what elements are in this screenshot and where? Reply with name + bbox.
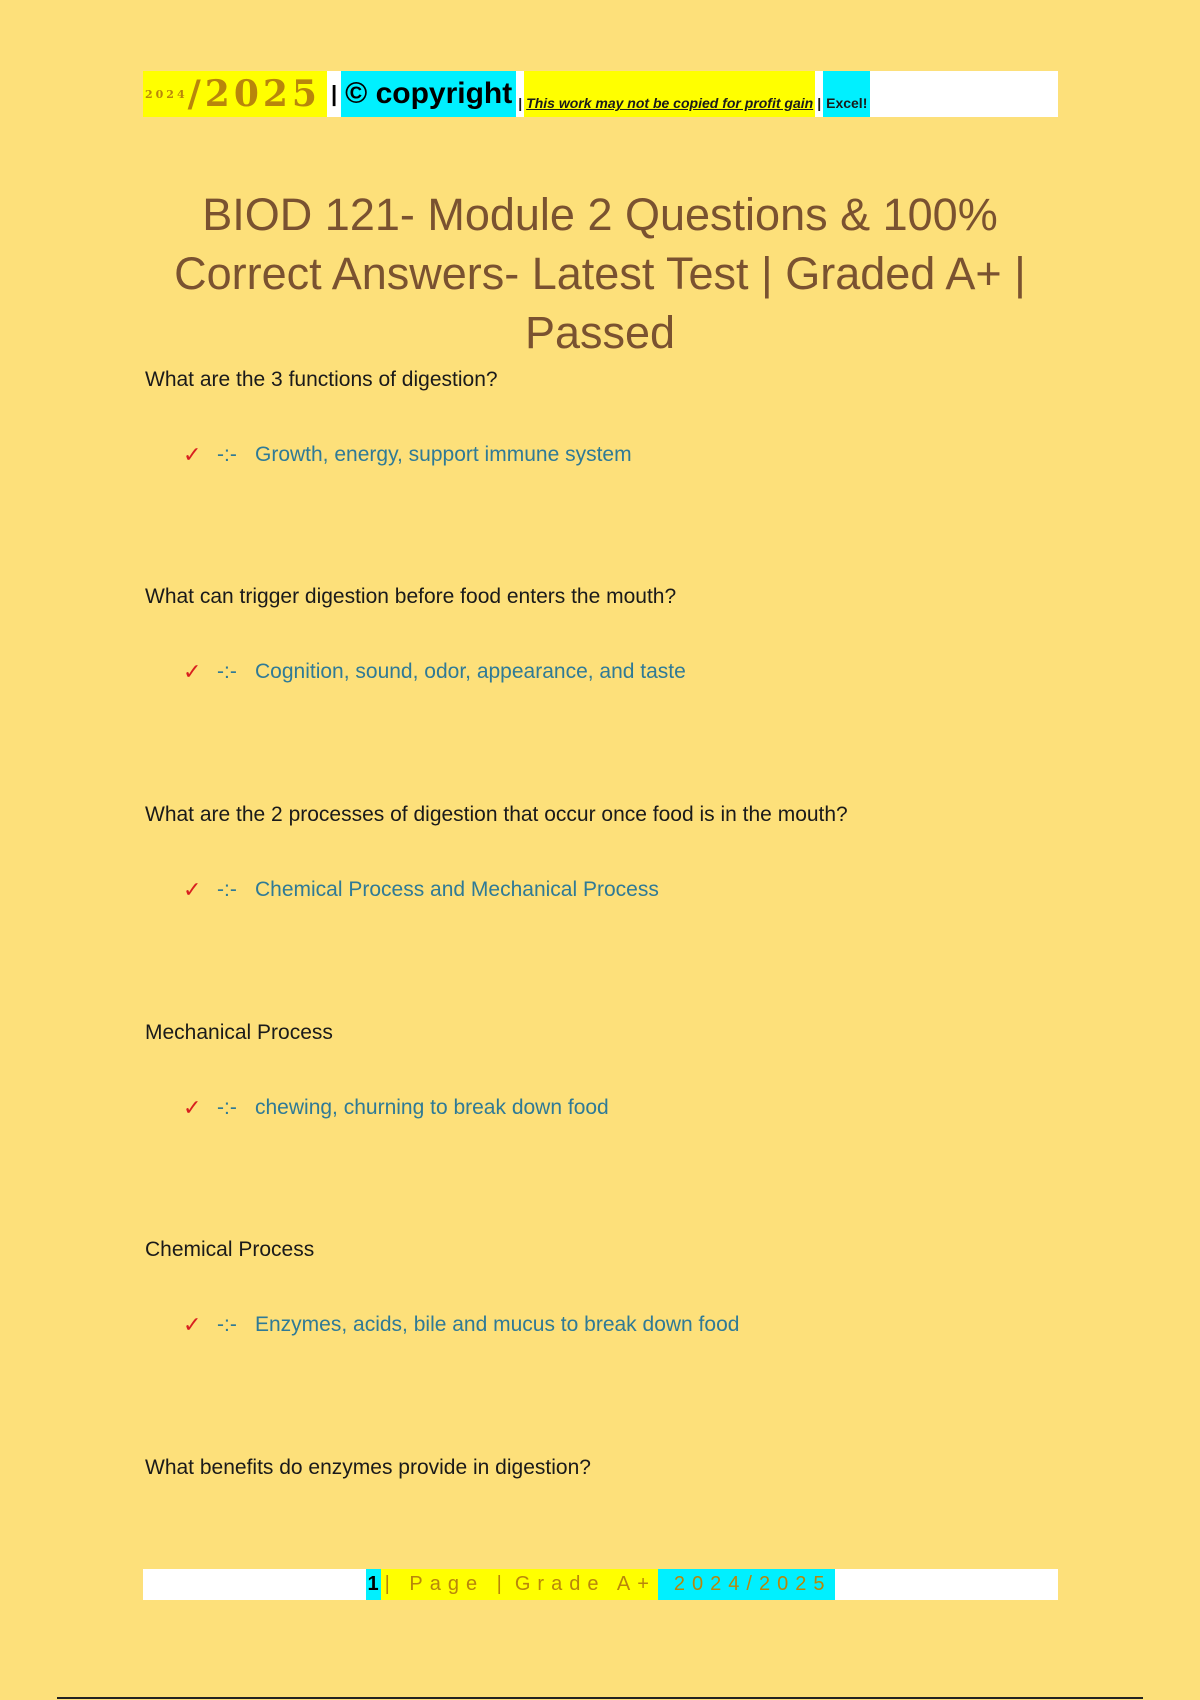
qa-item — [145, 1021, 1045, 1121]
qa-item — [145, 1238, 1045, 1338]
question: What can trigger digestion before food enters the mouth? — [145, 585, 677, 608]
header-excel: Excel! — [823, 71, 870, 117]
checkmark-icon: ✓ — [183, 659, 202, 684]
answer — [183, 877, 1045, 903]
answer-text: Enzymes, acids, bile and mucus to break down food — [255, 1313, 740, 1336]
answer-prefix: -:- — [217, 878, 237, 901]
qa-item — [145, 803, 1045, 903]
checkmark-icon: ✓ — [183, 442, 202, 467]
question: Chemical Process — [145, 1238, 315, 1261]
header-notice: This work may not be copied for profit gain — [524, 71, 815, 117]
header-separator: | — [330, 81, 338, 106]
header-year-big: /2025 — [187, 73, 321, 115]
answer-text: Chemical Process and Mechanical Process — [255, 878, 659, 901]
checkmark-icon: ✓ — [183, 877, 202, 902]
document-title: BIOD 121- Module 2 Questions & 100% Correct Answers- Latest Test | Graded A+ | Passed — [174, 189, 1026, 358]
header-year-small: 2024 — [145, 87, 188, 101]
header-copyright: © copyright — [341, 71, 516, 117]
question: Mechanical Process — [145, 1021, 333, 1044]
answer — [183, 442, 1045, 468]
answer-prefix: -:- — [217, 660, 237, 683]
footer-grade: Grade A+ — [513, 1569, 658, 1600]
qa-item — [145, 585, 1045, 685]
answer-prefix: -:- — [217, 443, 237, 466]
bottom-divider — [57, 1697, 1143, 1699]
qa-item — [145, 368, 1045, 468]
footer-year: 2024/2025 — [658, 1569, 836, 1600]
answer-text: Growth, energy, support immune system — [255, 443, 632, 466]
answer-text: chewing, churning to break down food — [255, 1096, 609, 1119]
answer-text: Cognition, sound, odor, appearance, and taste — [255, 660, 686, 683]
answer-prefix: -:- — [217, 1313, 237, 1336]
footer-page-label: | Page | — [381, 1569, 513, 1600]
question: What benefits do enzymes provide in digestion? — [145, 1456, 591, 1479]
answer — [183, 1312, 1045, 1338]
checkmark-icon: ✓ — [183, 1095, 202, 1120]
header-separator: | — [817, 95, 822, 111]
checkmark-icon: ✓ — [183, 1312, 202, 1337]
footer-bar — [143, 1569, 1058, 1600]
question: What are the 3 functions of digestion? — [145, 368, 498, 391]
answer-prefix: -:- — [217, 1096, 237, 1119]
header-bar — [143, 71, 1058, 117]
qa-item — [145, 1456, 1045, 1480]
answer — [183, 659, 1045, 685]
footer-page-number: 1 — [366, 1569, 381, 1600]
answer — [183, 1095, 1045, 1121]
header-separator: | — [518, 95, 523, 111]
header-year — [143, 71, 327, 117]
question: What are the 2 processes of digestion that occur once food is in the mouth? — [145, 803, 848, 826]
